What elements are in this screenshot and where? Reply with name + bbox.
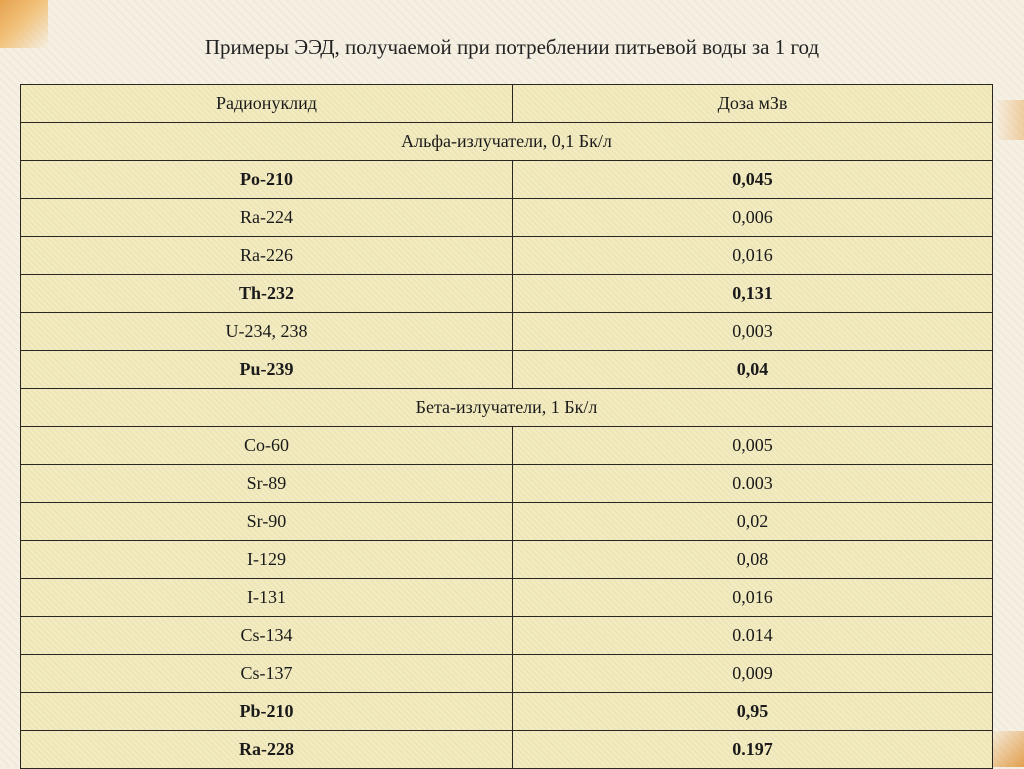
dose-table [20,84,993,769]
page-title: Примеры ЭЭД, получаемой при потреблении питьевой воды за 1 год [204,35,820,59]
nuclide-cell: Pu-239 [21,351,513,389]
group-row [21,123,993,161]
group-label-beta: Бета-излучатели, 1 Бк/л [21,389,993,427]
dose-cell: 0,016 [513,237,993,275]
nuclide-cell: Ra-226 [21,237,513,275]
nuclide-cell: I-131 [21,579,513,617]
header-radionuclide: Радионуклид [21,85,513,123]
table-row [21,275,993,313]
group-row [21,389,993,427]
table-row [21,161,993,199]
header-dose: Доза мЗв [513,85,993,123]
dose-cell: 0.197 [513,731,993,769]
dose-cell: 0,02 [513,503,993,541]
group-label-alpha: Альфа-излучатели, 0,1 Бк/л [21,123,993,161]
table-row [21,237,993,275]
table-row [21,541,993,579]
nuclide-cell: Sr-89 [21,465,513,503]
nuclide-cell: Pb-210 [21,693,513,731]
table-row [21,693,993,731]
nuclide-cell: Cs-134 [21,617,513,655]
table-row [21,351,993,389]
dose-cell: 0,003 [513,313,993,351]
dose-cell: 0,009 [513,655,993,693]
dose-cell: 0,045 [513,161,993,199]
nuclide-cell: Sr-90 [21,503,513,541]
nuclide-cell: Th-232 [21,275,513,313]
table-row [21,313,993,351]
dose-cell: 0.003 [513,465,993,503]
table-row [21,655,993,693]
table-row [21,617,993,655]
dose-cell: 0,08 [513,541,993,579]
dose-cell: 0,016 [513,579,993,617]
table-row [21,427,993,465]
nuclide-cell: Po-210 [21,161,513,199]
nuclide-cell: Ra-228 [21,731,513,769]
table-row [21,503,993,541]
dose-cell: 0,006 [513,199,993,237]
nuclide-cell: Co-60 [21,427,513,465]
table-row [21,199,993,237]
dose-cell: 0,95 [513,693,993,731]
dose-cell: 0,005 [513,427,993,465]
nuclide-cell: Cs-137 [21,655,513,693]
dose-cell: 0,04 [513,351,993,389]
table-row [21,579,993,617]
nuclide-cell: Ra-224 [21,199,513,237]
nuclide-cell: U-234, 238 [21,313,513,351]
nuclide-cell: I-129 [21,541,513,579]
dose-cell: 0.014 [513,617,993,655]
dose-cell: 0,131 [513,275,993,313]
corner-accent [988,731,1024,767]
table-row [21,465,993,503]
table-header-row [21,85,993,123]
edge-accent [994,100,1024,140]
table-row [21,731,993,769]
